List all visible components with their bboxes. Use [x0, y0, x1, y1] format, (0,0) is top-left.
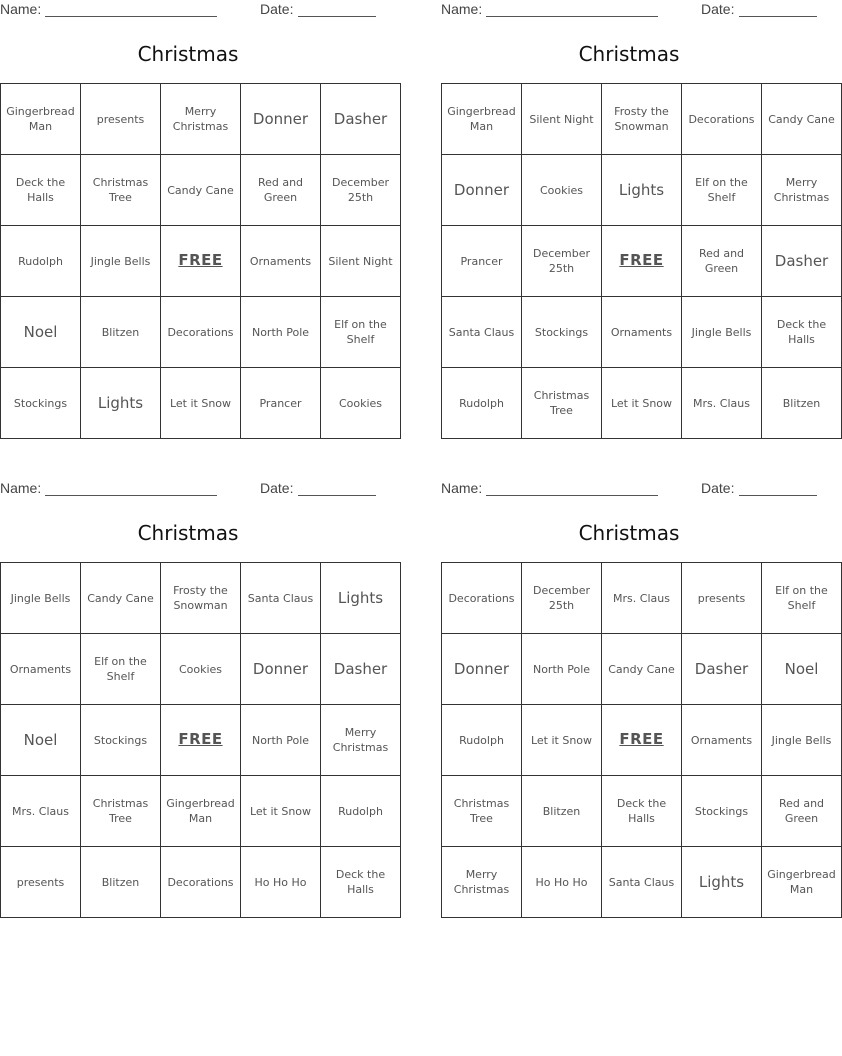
- bingo-cell: Lights: [682, 847, 762, 918]
- bingo-row: [442, 776, 842, 847]
- bingo-cell: Mrs. Claus: [602, 563, 682, 634]
- bingo-cell: Santa Claus: [602, 847, 682, 918]
- bingo-cell: Frosty the Snowman: [161, 563, 241, 634]
- bingo-cell: Noel: [762, 634, 842, 705]
- bingo-cell: Candy Cane: [81, 563, 161, 634]
- bingo-cell: Santa Claus: [442, 297, 522, 368]
- bingo-cell: Gingerbread Man: [1, 84, 81, 155]
- bingo-cell: Jingle Bells: [682, 297, 762, 368]
- bingo-cell: Red and Green: [241, 155, 321, 226]
- bingo-cell: Gingerbread Man: [762, 847, 842, 918]
- bingo-cell: presents: [1, 847, 81, 918]
- bingo-cell: Elf on the Shelf: [762, 563, 842, 634]
- bingo-cell: presents: [682, 563, 762, 634]
- bingo-cell: Let it Snow: [241, 776, 321, 847]
- bingo-cell: Rudolph: [321, 776, 401, 847]
- bingo-cell: Silent Night: [321, 226, 401, 297]
- bingo-cell: Rudolph: [442, 368, 522, 439]
- date-label: Date:: [260, 1, 294, 17]
- bingo-cell: Let it Snow: [161, 368, 241, 439]
- bingo-cell: Rudolph: [1, 226, 81, 297]
- bingo-cell: Mrs. Claus: [1, 776, 81, 847]
- bingo-cell: Cookies: [522, 155, 602, 226]
- bingo-cell: Blitzen: [81, 297, 161, 368]
- bingo-cell: Ho Ho Ho: [522, 847, 602, 918]
- bingo-cell: Lights: [602, 155, 682, 226]
- bingo-cell: Decorations: [161, 847, 241, 918]
- bingo-cell: Silent Night: [522, 84, 602, 155]
- card-title: Christmas: [578, 42, 680, 66]
- bingo-cell: Gingerbread Man: [442, 84, 522, 155]
- bingo-card: [441, 0, 835, 440]
- bingo-cell: Decorations: [682, 84, 762, 155]
- bingo-cell: Lights: [81, 368, 161, 439]
- bingo-row: [1, 776, 401, 847]
- bingo-cell: Deck the Halls: [321, 847, 401, 918]
- bingo-cell: Donner: [442, 634, 522, 705]
- bingo-row: [1, 634, 401, 705]
- free-space-cell: [602, 226, 682, 297]
- bingo-cell: Merry Christmas: [161, 84, 241, 155]
- bingo-cell: Decorations: [161, 297, 241, 368]
- name-blank-line: [45, 495, 217, 496]
- bingo-row: [442, 563, 842, 634]
- name-label: Name:: [441, 480, 483, 496]
- bingo-cell: Deck the Halls: [762, 297, 842, 368]
- bingo-row: [442, 84, 842, 155]
- bingo-row: [1, 847, 401, 918]
- date-blank-line: [298, 16, 376, 17]
- bingo-card: [441, 479, 836, 919]
- bingo-cell: Blitzen: [522, 776, 602, 847]
- card-title: Christmas: [137, 42, 239, 66]
- bingo-cell: Ornaments: [682, 705, 762, 776]
- bingo-cell: Blitzen: [762, 368, 842, 439]
- bingo-row: [1, 368, 401, 439]
- bingo-cell: Dasher: [682, 634, 762, 705]
- bingo-row: [442, 705, 842, 776]
- bingo-cell: North Pole: [241, 705, 321, 776]
- bingo-cell: Jingle Bells: [1, 563, 81, 634]
- name-blank-line: [486, 495, 658, 496]
- bingo-grid: [441, 562, 842, 918]
- bingo-cell: Elf on the Shelf: [321, 297, 401, 368]
- bingo-row: [442, 155, 842, 226]
- free-space-label: FREE: [178, 251, 223, 269]
- card-title: Christmas: [578, 521, 680, 545]
- card-header: [0, 480, 376, 500]
- free-space-cell: [161, 226, 241, 297]
- bingo-cell: Merry Christmas: [762, 155, 842, 226]
- bingo-cell: Stockings: [682, 776, 762, 847]
- bingo-grid: [441, 83, 842, 439]
- bingo-cell: Jingle Bells: [81, 226, 161, 297]
- bingo-cell: Elf on the Shelf: [81, 634, 161, 705]
- card-header: [441, 1, 817, 21]
- bingo-card: [0, 0, 393, 440]
- date-blank-line: [739, 495, 817, 496]
- bingo-cell: Red and Green: [762, 776, 842, 847]
- bingo-cell: Christmas Tree: [442, 776, 522, 847]
- bingo-cell: Donner: [442, 155, 522, 226]
- name-label: Name:: [0, 1, 42, 17]
- bingo-cell: Jingle Bells: [762, 705, 842, 776]
- bingo-cell: Stockings: [81, 705, 161, 776]
- name-blank-line: [486, 16, 658, 17]
- bingo-cell: North Pole: [241, 297, 321, 368]
- bingo-row: [442, 226, 842, 297]
- bingo-cell: Donner: [241, 634, 321, 705]
- bingo-cell: Stockings: [1, 368, 81, 439]
- bingo-cell: Cookies: [161, 634, 241, 705]
- bingo-cell: Let it Snow: [522, 705, 602, 776]
- date-label: Date:: [701, 1, 735, 17]
- bingo-cell: Stockings: [522, 297, 602, 368]
- card-header: [0, 1, 376, 21]
- date-label: Date:: [701, 480, 735, 496]
- bingo-cell: Ornaments: [241, 226, 321, 297]
- bingo-cell: Frosty the Snowman: [602, 84, 682, 155]
- bingo-cell: Ornaments: [1, 634, 81, 705]
- bingo-cell: Prancer: [442, 226, 522, 297]
- bingo-row: [1, 226, 401, 297]
- bingo-cell: December 25th: [321, 155, 401, 226]
- bingo-cell: Donner: [241, 84, 321, 155]
- bingo-cell: Elf on the Shelf: [682, 155, 762, 226]
- bingo-cell: Dasher: [321, 84, 401, 155]
- free-space-label: FREE: [178, 730, 223, 748]
- bingo-cell: Candy Cane: [161, 155, 241, 226]
- bingo-grid: [0, 562, 401, 918]
- bingo-cell: December 25th: [522, 563, 602, 634]
- bingo-row: [442, 634, 842, 705]
- bingo-cell: presents: [81, 84, 161, 155]
- bingo-cell: Ornaments: [602, 297, 682, 368]
- bingo-cell: Deck the Halls: [602, 776, 682, 847]
- bingo-row: [1, 155, 401, 226]
- bingo-cell: Noel: [1, 705, 81, 776]
- bingo-row: [1, 297, 401, 368]
- bingo-row: [442, 297, 842, 368]
- free-space-label: FREE: [619, 730, 664, 748]
- bingo-grid: [0, 83, 401, 439]
- free-space-label: FREE: [619, 251, 664, 269]
- bingo-cell: Dasher: [762, 226, 842, 297]
- bingo-cell: Christmas Tree: [522, 368, 602, 439]
- card-header: [441, 480, 817, 500]
- bingo-row: [1, 705, 401, 776]
- bingo-cell: Noel: [1, 297, 81, 368]
- bingo-card: [0, 479, 389, 919]
- bingo-cell: Christmas Tree: [81, 776, 161, 847]
- free-space-cell: [161, 705, 241, 776]
- bingo-cell: Ho Ho Ho: [241, 847, 321, 918]
- bingo-cell: Merry Christmas: [321, 705, 401, 776]
- date-blank-line: [739, 16, 817, 17]
- bingo-cell: Gingerbread Man: [161, 776, 241, 847]
- bingo-cell: Dasher: [321, 634, 401, 705]
- bingo-cell: Rudolph: [442, 705, 522, 776]
- free-space-cell: [602, 705, 682, 776]
- bingo-cell: Decorations: [442, 563, 522, 634]
- bingo-cell: Mrs. Claus: [682, 368, 762, 439]
- bingo-cell: Christmas Tree: [81, 155, 161, 226]
- bingo-cell: December 25th: [522, 226, 602, 297]
- name-label: Name:: [441, 1, 483, 17]
- bingo-cell: North Pole: [522, 634, 602, 705]
- bingo-cell: Merry Christmas: [442, 847, 522, 918]
- bingo-row: [1, 84, 401, 155]
- bingo-cell: Red and Green: [682, 226, 762, 297]
- date-blank-line: [298, 495, 376, 496]
- bingo-row: [1, 563, 401, 634]
- bingo-cell: Prancer: [241, 368, 321, 439]
- bingo-cell: Candy Cane: [602, 634, 682, 705]
- bingo-row: [442, 847, 842, 918]
- bingo-row: [442, 368, 842, 439]
- bingo-cell: Lights: [321, 563, 401, 634]
- bingo-cell: Cookies: [321, 368, 401, 439]
- name-blank-line: [45, 16, 217, 17]
- bingo-cell: Let it Snow: [602, 368, 682, 439]
- bingo-cell: Blitzen: [81, 847, 161, 918]
- card-title: Christmas: [137, 521, 239, 545]
- name-label: Name:: [0, 480, 42, 496]
- date-label: Date:: [260, 480, 294, 496]
- bingo-cell: Candy Cane: [762, 84, 842, 155]
- bingo-cell: Deck the Halls: [1, 155, 81, 226]
- bingo-cell: Santa Claus: [241, 563, 321, 634]
